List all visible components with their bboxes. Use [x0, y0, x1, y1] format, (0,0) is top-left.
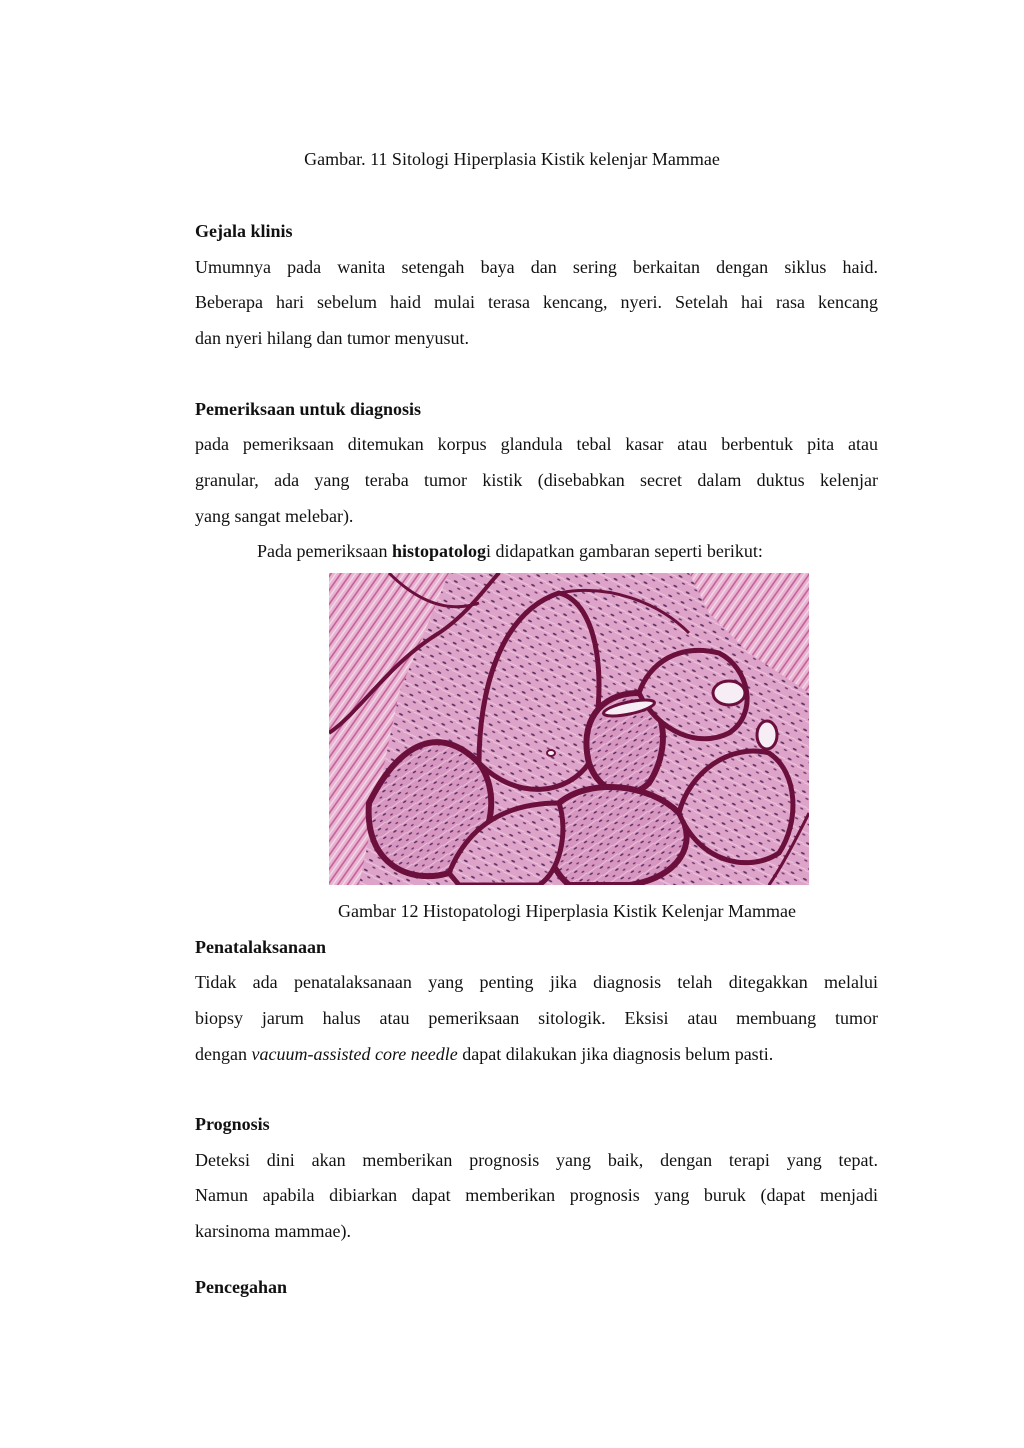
duct-lumen	[757, 721, 777, 749]
figure-11-caption: Gambar. 11 Sitologi Hiperplasia Kistik kelenjar Mammae	[304, 149, 720, 169]
section-heading-pemeriksaan: Pemeriksaan untuk diagnosis	[195, 399, 422, 419]
section-heading-gejala-klinis: Gejala klinis	[195, 221, 293, 241]
line-prefix: dengan	[195, 1044, 252, 1064]
duct-lumen	[547, 750, 555, 756]
histo-intro-prefix: Pada pemeriksaan	[257, 541, 392, 561]
histo-intro-suffix: i didapatkan gambaran seperti berikut:	[485, 541, 763, 561]
paragraph-line: yang sangat melebar).	[195, 506, 354, 526]
histopatologi-intro-line	[257, 539, 940, 563]
section-heading-pencegahan: Pencegahan	[195, 1277, 287, 1297]
section-heading-penatalaksanaan: Penatalaksanaan	[195, 937, 327, 957]
paragraph-line	[195, 1042, 878, 1066]
paragraph-line: biopsy jarum halus atau pemeriksaan sitologik. Eksisi atau membuang tumor	[195, 1008, 878, 1028]
paragraph-line: Namun apabila dibiarkan dapat memberikan prognosis yang buruk (dapat menjadi	[195, 1185, 878, 1205]
paragraph-line: karsinoma mammae).	[195, 1221, 351, 1241]
paragraph-line: Beberapa hari sebelum haid mulai terasa kencang, nyeri. Setelah hai rasa kencang	[195, 292, 878, 312]
lobule	[547, 787, 687, 885]
duct-lumen	[713, 681, 745, 705]
figure-12-caption: Gambar 12 Histopatologi Hiperplasia Kistik Kelenjar Mammae	[338, 901, 796, 921]
histopathology-image	[329, 573, 809, 885]
paragraph-line: pada pemeriksaan ditemukan korpus glandula tebal kasar atau berbentuk pita atau	[195, 434, 878, 454]
italic-term: vacuum-assisted core needle	[251, 1044, 458, 1064]
paragraph-line: dan nyeri hilang dan tumor menyusut.	[195, 328, 469, 348]
paragraph-line: Tidak ada penatalaksanaan yang penting jika diagnosis telah ditegakkan melalui	[195, 972, 878, 992]
paragraph-line: granular, ada yang teraba tumor kistik (disebabkan secret dalam duktus kelenjar	[195, 470, 878, 490]
paragraph-line: Umumnya pada wanita setengah baya dan sering berkaitan dengan siklus haid.	[195, 257, 878, 277]
line-suffix: dapat dilakukan jika diagnosis belum pasti.	[457, 1044, 774, 1064]
paragraph-line: Deteksi dini akan memberikan prognosis yang baik, dengan terapi yang tepat.	[195, 1150, 878, 1170]
section-heading-prognosis: Prognosis	[195, 1114, 270, 1134]
histo-intro-bold: histopatolog	[391, 541, 486, 561]
